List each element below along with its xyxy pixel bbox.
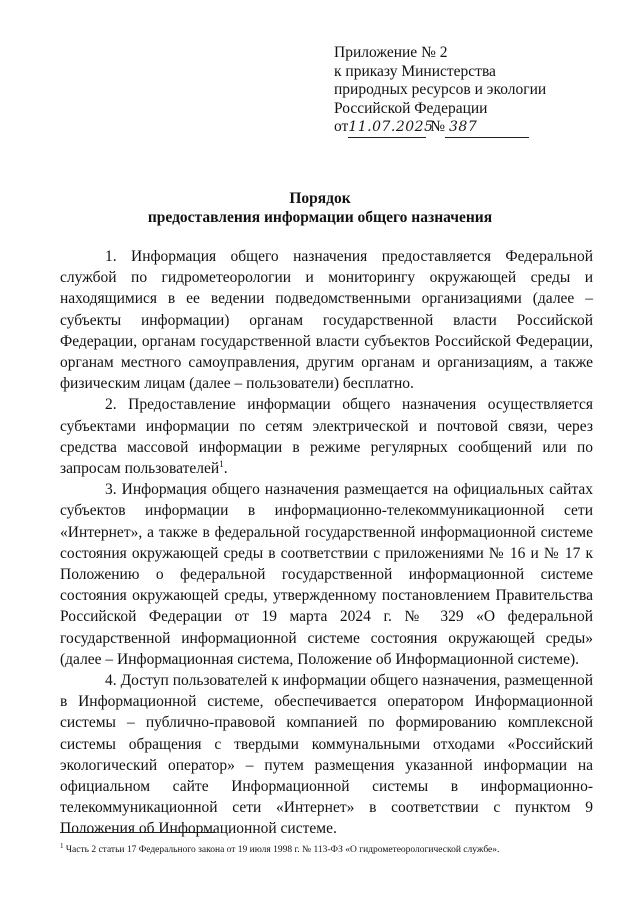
appendix-line-2: к приказу Министерства xyxy=(334,62,496,80)
paragraph-3: 3. Информация общего назначения размещается на официальных сайтах субъектов информации в информационно-телекоммуникационной сети «Интернет», а также в федеральной государственной информационной системе состояния окружающей среды в соответствии с приложениями № 16 и № 17 к Положению о федеральной государственной информационной системе состояния окружающей среды, утвержденному постановлением Правительства Российской Федерации от 19 марта 2024 г. № 329 «О федеральной государственной информационной системе состояния окружающей среды» (далее – Информационная система, Положение об Информационной системе). xyxy=(60,481,593,668)
document-subtitle: предоставления информации общего назначения xyxy=(147,209,493,226)
appendix-line-4: Российской Федерации xyxy=(334,99,488,117)
number-prefix: № xyxy=(430,118,445,135)
document-body xyxy=(60,246,593,840)
handwritten-date: 11.07.2025 xyxy=(348,118,426,138)
footnote-mark: 1 xyxy=(60,842,64,850)
paragraph-2-end: . xyxy=(223,460,228,478)
paragraph-1: 1. Информация общего назначения предоставляется Федеральной службой по гидрометеорологии и мониторингу окружающей среды и находящимися в ее ведении подведомственными организациями (далее – субъекты информации) органам государственной власти Российской Федерации, органам государственной власти субъектов Российской Федерации, органам местного самоуправления, другим органам и организациям, а также физическим лицам (далее – пользователи) бесплатно. xyxy=(60,248,593,393)
date-prefix: от xyxy=(334,118,349,135)
paragraph-4: 4. Доступ пользователей к информации общего назначения, размещенной в Информационной системе, обеспечивается оператором Информационной системы – публично-правовой компанией по формированию комплексной системы обращения с твердыми коммунальными отходами «Российский экологический оператор» – путем размещения указанной информации на официальном сайте Информационной системы в информационно-телекоммуникационной сети «Интернет» в соответствии с пунктом 9 Положения об Информационной системе. xyxy=(60,672,593,838)
appendix-line-3: природных ресурсов и экологии xyxy=(334,81,547,98)
document-title: Порядок xyxy=(289,190,351,207)
appendix-header xyxy=(334,44,584,138)
paragraph-2 xyxy=(60,394,593,479)
footnote-reference: 1 xyxy=(219,458,224,469)
handwritten-number: 387 xyxy=(445,118,529,138)
footnote-divider xyxy=(60,832,215,833)
appendix-line-1: Приложение № 2 xyxy=(334,44,448,61)
paragraph-2-text: 2. Предоставление информации общего назначения осуществляется субъектами информации по сетям электрической и почтовой связи, через средства массовой информации в режиме регулярных сообщений или по запросам пользователей xyxy=(60,396,593,478)
order-date-number-line xyxy=(334,118,584,138)
footnote xyxy=(60,840,600,856)
footnote-text: Часть 2 статьи 17 Федерального закона от 19 июля 1998 г. № 113-ФЗ «О гидрометеорологической службе». xyxy=(63,845,500,856)
